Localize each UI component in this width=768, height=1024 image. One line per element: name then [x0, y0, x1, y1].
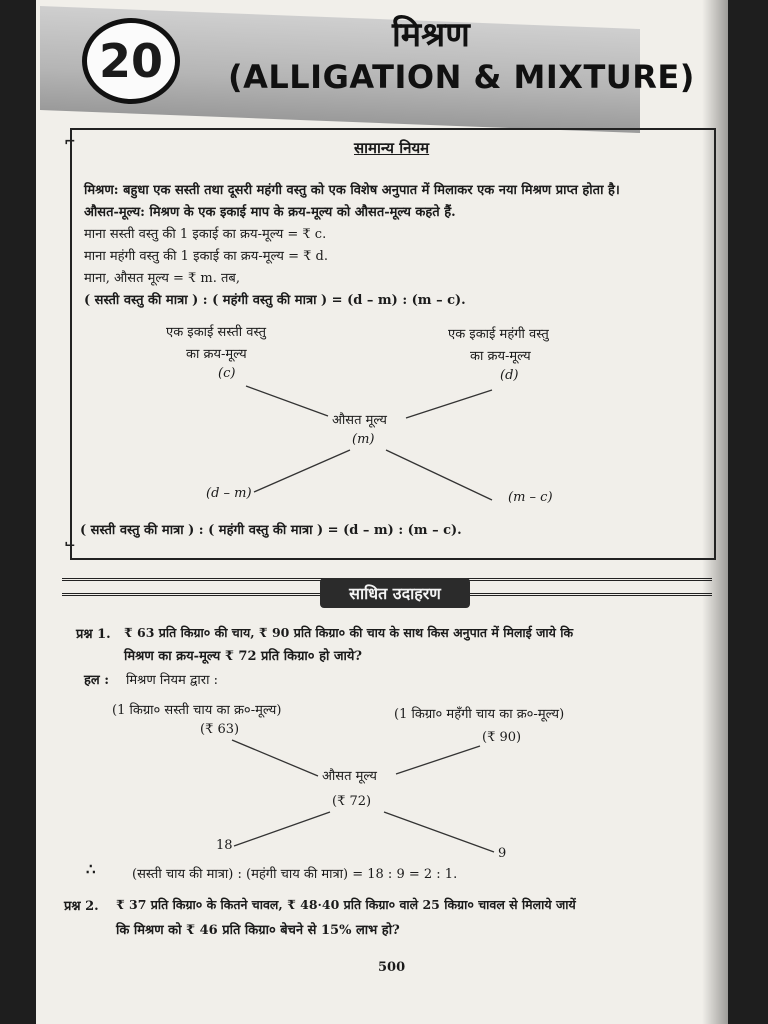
- example-diagram-center-value: (₹ 72): [332, 794, 372, 809]
- rule-diagram-right-label-1: एक इकाई महंगी वस्तु: [448, 327, 549, 342]
- question-1-line-2: मिश्रण का क्रय-मूल्य ₹ 72 प्रति किग्रा० हो जाये?: [124, 649, 363, 664]
- question-2-line-2: कि मिश्रण को ₹ 46 प्रति किग्रा० बेचने से 15% लाभ हो?: [116, 923, 400, 938]
- chapter-number: 20: [98, 34, 163, 88]
- solution-text: मिश्रण नियम द्वारा :: [126, 673, 218, 688]
- rule-definition-mixture: मिश्रण: बहुधा एक सस्ती तथा दूसरी महंगी वस्तु को एक विशेष अनुपात में मिलाकर एक नया मिश्रण प्राप्त होता है।: [84, 183, 620, 198]
- box-corner-ornament-bottom-left: ⌙: [64, 536, 76, 552]
- question-2-line-1: ₹ 37 प्रति किग्रा० के कितने चावल, ₹ 48·40 प्रति किग्रा० वाले 25 किग्रा० चावल से मिलाये जायें: [116, 897, 576, 912]
- question-1-answer: (सस्ती चाय की मात्रा) : (महंगी चाय की मात्रा) = 18 : 9 = 2 : 1.: [132, 867, 458, 882]
- rule-diagram-right-symbol: (d): [500, 368, 519, 383]
- example-diagram-left-label: (1 किग्रा० सस्ती चाय का क्र०-मूल्य): [112, 703, 282, 718]
- example-diagram-bottom-left: 18: [216, 838, 233, 853]
- rule-ratio-formula: ( सस्ती वस्तु की मात्रा ) : ( महंगी वस्तु की मात्रा ) = (d – m) : (m – c).: [84, 293, 466, 308]
- rule-assume-dear-price: माना महंगी वस्तु की 1 इकाई का क्रय-मूल्य = ₹ d.: [84, 249, 328, 264]
- rule-definition-average-price: औसत-मूल्य: मिश्रण के एक इकाई माप के क्रय-मूल्य को औसत-मूल्य कहते हैं.: [84, 205, 456, 220]
- box-corner-ornament-top-left: ⌐: [64, 134, 76, 150]
- solution-label: हल :: [84, 673, 110, 688]
- rule-diagram-left-label-1: एक इकाई सस्ती वस्तु: [166, 325, 267, 340]
- rule-assume-cheap-price: माना सस्ती वस्तु की 1 इकाई का क्रय-मूल्य = ₹ c.: [84, 227, 327, 242]
- rule-diagram-right-label-2: का क्रय-मूल्य: [470, 349, 531, 364]
- rule-diagram-left-symbol: (c): [218, 366, 236, 381]
- rule-assume-mean-price: माना, औसत मूल्य = ₹ m. तब,: [84, 271, 240, 286]
- example-diagram-left-value: (₹ 63): [200, 722, 240, 737]
- question-2-label: प्रश्न 2.: [64, 899, 99, 914]
- rule-diagram-bottom-left: (d – m): [206, 486, 252, 501]
- chapter-title-hindi: मिश्रण: [392, 15, 470, 55]
- rule-conclusion: ( सस्ती वस्तु की मात्रा ) : ( महंगी वस्तु की मात्रा ) = (d – m) : (m – c).: [80, 523, 462, 538]
- chapter-title-english: (ALLIGATION & MIXTURE): [228, 58, 695, 96]
- example-diagram-right-label: (1 किग्रा० महँगी चाय का क्र०-मूल्य): [394, 707, 565, 722]
- rule-heading: सामान्य नियम: [354, 139, 430, 157]
- question-1-label: प्रश्न 1.: [76, 627, 111, 642]
- example-diagram-bottom-right: 9: [498, 846, 507, 861]
- therefore-symbol: ∴: [86, 860, 96, 878]
- question-1-line-1: ₹ 63 प्रति किग्रा० की चाय, ₹ 90 प्रति किग्रा० की चाय के साथ किस अनुपात में मिलाई जाये कि: [124, 625, 574, 640]
- rule-diagram-left-label-2: का क्रय-मूल्य: [186, 347, 247, 362]
- rule-diagram-center-label: औसत मूल्य: [332, 413, 387, 428]
- page-number: 500: [378, 960, 406, 975]
- rule-diagram-center-symbol: (m): [352, 432, 375, 447]
- rule-diagram-bottom-right: (m – c): [508, 490, 553, 505]
- example-diagram-center-label: औसत मूल्य: [322, 769, 377, 784]
- solved-examples-heading: साधित उदाहरण: [320, 578, 470, 608]
- chapter-number-badge: [82, 18, 180, 104]
- example-diagram-right-value: (₹ 90): [482, 730, 522, 745]
